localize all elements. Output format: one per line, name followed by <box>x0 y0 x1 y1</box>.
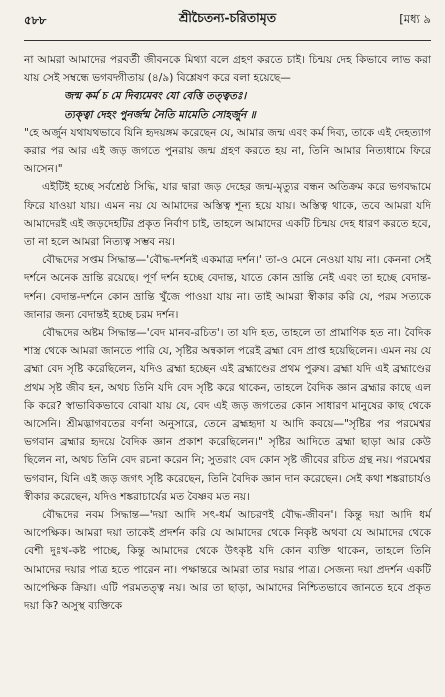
text-line: ছাড়া আর কেউ ছিলেন না, অথচ তিনি বেদ রচনা করেন নি; সুতরাং বেদ কোন সৃষ্ট <box>24 436 432 467</box>
text-line: জীবের রচিত গ্রন্থ নয়। পরমেশ্বর ভগবান, যিনি এই জড় জগৎ সৃষ্টি করেছেন, তিনি <box>24 454 431 485</box>
text-line: কোন ভ্রান্তি নেই এবং তা হচ্ছে বেদান্ত-দর্শন। বেদান্ত-দর্শনে কোন ভ্রান্তি খুঁজে পাওয়া <box>24 272 432 303</box>
text-line: যদি বেদ সৃষ্টি করে থাকেন, তাহলে বৈদিক জ্ঞান ব্রহ্মার কাছে এল কি করে? <box>24 381 431 412</box>
text-line: হত না। বৈদিক শাস্ত্র থেকে আমরা জানতে পারি যে, সৃষ্টির অন্বকাল পরেই ব্রহ্মা <box>24 327 431 358</box>
text-line: স্বাভাবিকভাবে বোঝা যায় যে, বেদ এই জড় জগতের কোন সাধারণ মানুষের কাছ থেকে <box>65 399 431 412</box>
text-line: আসেনি। শ্রীমদ্ভাগবতের বর্ণনা অনুসারে, তেনে ব্রহ্মহৃদা য আদি কবয়ে—"সৃষ্টির পর <box>24 418 391 431</box>
text-line: যায় না। তাই আমরা স্বীকার করি যে, পরম সত্যকে জানার জন্য বেদান্তই হচ্ছে চরম <box>24 290 432 321</box>
paragraph <box>24 506 431 615</box>
text-line: আর তা ছাড়া, আমাদের নিশ্চিতভাবে জানতে হবে প্রকৃত দয়া কি? অসুস্থ ব্যক্তিকে <box>24 581 432 613</box>
text-line: যে আমাদের থেকে বেশী দুঃখ-কষ্ট পাচ্ছে, কিন্তু আমাদের থেকে উৎকৃষ্ট যদি কোন <box>24 527 431 558</box>
text-line: বৌদ্ধদের অষ্টম সিদ্ধান্ত—'বেদ মানব-রচিত'। তা যদি হত, তাহলে তা প্রামাণিক <box>42 327 367 340</box>
paragraph <box>24 251 431 324</box>
verse-line: জন্ম কর্ম চ মে দিব্যমেবং যো বেত্তি তত্ত্বতঃ। <box>64 90 247 103</box>
text-line: বেদ প্রাপ্ত হয়েছিলেন। এমন নয় যে ব্রহ্মা বেদ সৃষ্টি করেছিলেন, যদিও ব্রহ্মা হচ্ছেন <box>24 345 431 376</box>
text-line: লাভ করা যায় সেই সম্বন্ধে ভগবদ্গীতায় (৪/৯) বিশ্লেষণ করে বলা হয়েছে— <box>24 54 431 85</box>
text-line: ধর্ম আপেক্ষিক। আমরা দয়া তাকেই প্রদর্শন করি যে আমাদের থেকে নিকৃষ্ট অথবা <box>24 509 431 540</box>
text-line: এইটিই হচ্ছে সর্বশ্রেষ্ঠ সিদ্ধি, যার দ্বারা জড় দেহের জন্ম-মৃত্যুর বন্ধন অতিক্রম করে <box>42 181 386 194</box>
section-marker: [মধ্য ৯ <box>399 12 431 26</box>
text-line: না আমরা আমাদের পরবর্তী জীবনকে মিথ্যা বলে গ্রহণ করতে চাই। চিন্ময় দেহ কিভাবে <box>24 54 388 66</box>
text-line: পরমেশ্বর ভগবান ব্রহ্মার হৃদয়ে বৈদিক জ্ঞান প্রকাশ করেছিলেন।" সৃষ্টির আদিতে ব্রহ্মা <box>24 418 431 449</box>
verse-line: ত্যক্ত্বা দেহং পুনর্জন্ম নৈতি মামেতি সোহর্জুন ॥ <box>64 108 256 121</box>
text-line: দর্শন। <box>156 308 179 321</box>
text-line: এই দেহত্যাগ করার পর আর এই জড় জগতে পুনরায় জন্ম গ্রহণ করতে হয় না, তিনি <box>24 126 431 158</box>
page-body <box>24 51 431 615</box>
text-line: ব্যক্তি থাকেন, তাহলে তিনি আমাদের দয়ার পাত্র হতে পারেন না। পক্ষান্তরে আমরা <box>24 545 431 576</box>
text-line: এই ব্রহ্মাণ্ডের প্রথম পুরুষ। ব্রহ্মা যদি এই ব্রহ্মাণ্ডের প্রথম সৃষ্ট জীব হন, অথচ তিনি <box>24 363 431 394</box>
text-line: ভগবদ্ধামে ফিরে যাওয়া যায়। এমন নয় যে আমাদের অস্তিত্ব শূন্য হয়ে যায়। অস্তিত্ব <box>24 181 431 212</box>
paragraph <box>24 324 431 506</box>
paragraph <box>24 51 431 87</box>
text-line: "হে অর্জুন যথাযথভাবে যিনি হৃদয়ঙ্গম করেছেন যে, আমার জন্ম এবং কর্ম দিব্য, তাকে <box>24 126 375 139</box>
running-title: শ্রীচৈতন্য-চরিতামৃত <box>178 10 277 25</box>
paragraph <box>24 178 431 251</box>
text-line: তার দয়ার পাত্র। সেজন্য দয়া প্রদর্শন একটি আপেক্ষিক ক্রিয়া। এটি পরমতত্ত্ব নয়। <box>24 563 431 594</box>
sanskrit-verse <box>24 87 431 123</box>
text-line: না। কেননা সেই দর্শনে অনেক ভ্রান্তি রয়েছে। পূর্ণ দর্শন হচ্ছে বেদান্ত, যাতে <box>24 254 432 285</box>
text-line: মত বৈষ্ণব মত নয়। <box>170 490 250 503</box>
text-line: বৈদিক জ্ঞান দান করেছেন। সেই কথা শঙ্করাচার্যও স্বীকার করেছেন, যদিও শঙ্করাচার্যের <box>24 472 432 503</box>
text-line: আমার নিত্যধামে ফিরে আসেন।" <box>24 145 431 176</box>
text-line: থাকে, তবে আমরা যদি আমাদেরই এই জড়দেহটির প্রকৃত নির্বাণ চাই, তাহলে আমাদের <box>24 199 431 230</box>
text-line: বৌদ্ধদের নবম সিদ্ধান্ত—'দয়া আদি সৎ-ধর্ম আচরণই বৌদ্ধ-জীবন'। কিন্তু দয়া আদি <box>42 509 413 522</box>
text-line: একটি চিন্ময় দেহ ধারণ করতে হবে, তা না হলে আমরা নিত্যত্ব সম্ভব নয়। <box>24 217 431 249</box>
paragraph <box>24 124 431 179</box>
page-header <box>24 0 431 41</box>
text-line: বৌদ্ধদের সপ্তম সিদ্ধান্ত—'বৌদ্ধ-দর্শনই একমাত্র দর্শন।' তা-ও মেনে নেওয়া যায় <box>42 254 363 267</box>
page-number: ৫৮৮ <box>24 13 47 27</box>
